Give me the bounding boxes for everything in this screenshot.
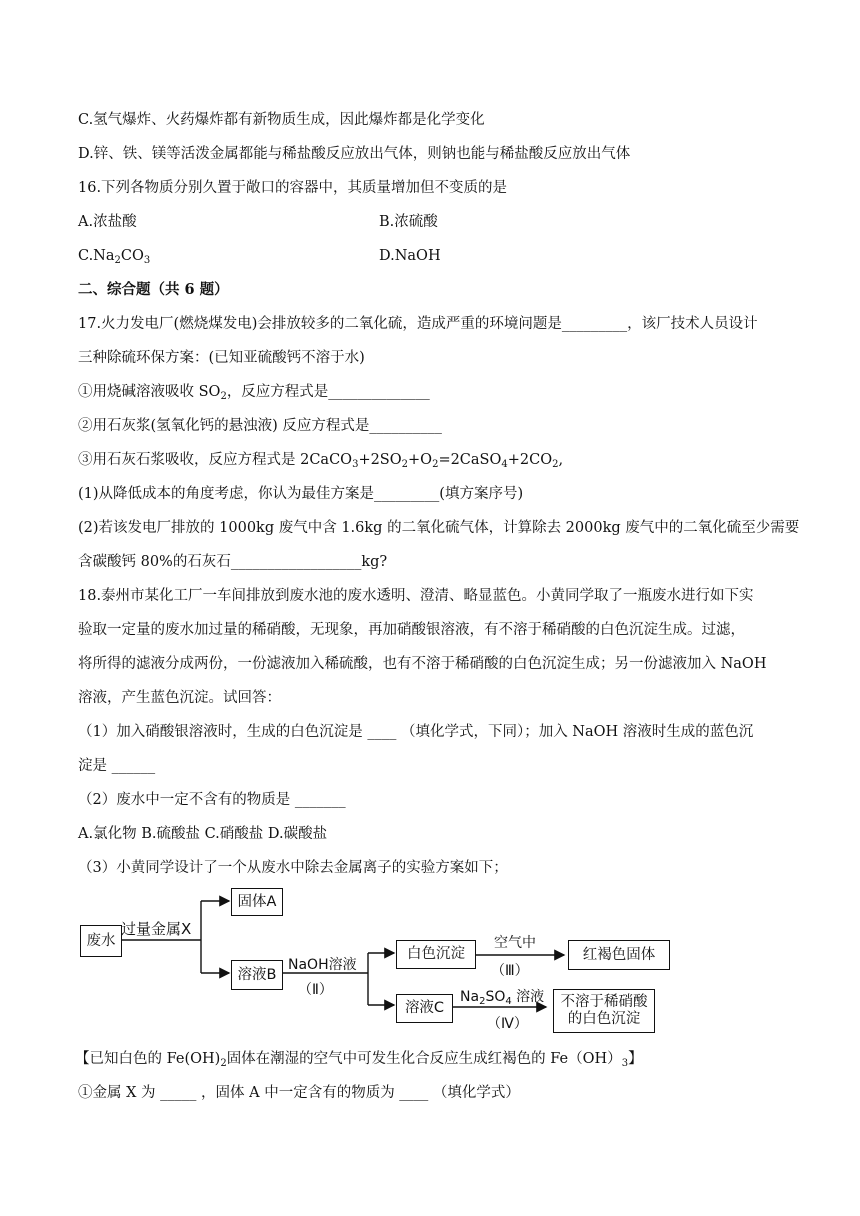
q18-line-9: （3）小黄同学设计了一个从废水中除去金属离子的实验方案如下； [78,860,508,876]
option-d-q15: D.锌、铁、镁等活泼金属都能与稀盐酸反应放出气体，则钠也能与稀盐酸反应放出气体 [78,146,631,162]
waste-water-box: 废水 [80,925,122,957]
q18-line-8: A.氯化物 B.硫酸盐 C.硝酸盐 D.碳酸盐 [78,826,328,842]
step-2-label: （Ⅱ） [298,982,333,998]
solution-b-box: 溶液B [231,960,283,990]
q17-line-4: ②用石灰浆(氢氧化钙的悬浊液) 反应方程式是__________ [78,418,442,434]
q16-option-b: B.浓硫酸 [379,214,438,230]
section-heading: 二、综合题（共 6 题） [78,281,229,298]
q16-option-c: $C.Na_2CO_3$ [78,248,151,266]
step-4-label: （Ⅳ） [487,1016,528,1032]
fe-oh-note: 【已知白色的 $Fe(OH)_2$固体在潮湿的空气中可发生化合反应生成红褐色的 $Fe(OH)_3$】 [75,1051,643,1069]
option-c-q15: C.氢气爆炸、火药爆炸都有新物质生成，因此爆炸都是化学变化 [78,112,485,128]
q18-line-7: （2）废水中一定不含有的物质是 _______ [78,792,346,808]
q17-line-1: 17.火力发电厂(燃烧煤发电)会排放较多的二氧化硫，造成严重的环境问题是_________，该厂技术人员设计 [78,316,758,332]
q17-line-3: ①用烧碱溶液吸收 $SO_2$，反应方程式是______________ [78,384,430,402]
insoluble-white-ppt-box: 不溶于稀硝酸 的白色沉淀 [553,989,655,1033]
naoh-label: NaOH溶液 [288,957,357,973]
question-16: 16.下列各物质分别久置于敞口的容器中，其质量增加但不变质的是 [78,180,508,196]
q17-line-8: 含碳酸钙 80%的石灰石__________________kg? [78,554,388,570]
q18-line-1: 18.泰州市某化工厂一车间排放到废水池的废水透明、澄清、略显蓝色。小黄同学取了一瓶废水进行如下实 [78,588,754,604]
q18-line-6: 淀是 ______ [78,758,156,774]
na2so4-label: $Na_2SO_4$ 溶液 [460,989,545,1007]
q17-line-6: (1)从降低成本的角度考虑，你认为最佳方案是_________(填方案序号) [78,486,524,502]
q16-option-a: A.浓盐酸 [78,214,137,230]
excess-metal-label: 过量金属X [121,920,192,938]
solid-a-box: 固体A [231,888,283,916]
q18-line-2: 验取一定量的废水加过量的稀硝酸，无现象，再加硝酸银溶液，有不溶于稀硝酸的白色沉淀生成。过滤， [78,622,745,638]
q18-line-4: 溶液，产生蓝色沉淀。试回答： [78,690,281,706]
step-3-label: （Ⅲ） [491,963,529,979]
q17-line-5: ③用石灰石浆吸收，反应方程式是 $2CaCO_3+2SO_2+O_2=2CaSO_4+2CO_2$, [78,452,564,470]
q16-option-d: D.NaOH [379,248,441,264]
solution-c-box: 溶液C [396,994,453,1023]
air-label: 空气中 [494,935,536,951]
white-precipitate-box: 白色沉淀 [396,940,476,969]
red-brown-solid-box: 红褐色固体 [568,940,670,970]
q17-line-7: (2)若该发电厂排放的 1000kg 废气中含 1.6kg 的二氧化硫气体，计算除去 2000kg 废气中的二氧化硫至少需要 [78,520,800,536]
q18-line-5: （1）加入硝酸银溶液时，生成的白色沉淀是 ____ （填化学式，下同）；加入 NaOH 溶液时生成的蓝色沉 [78,724,754,740]
q18-line-3: 将所得的滤液分成两份，一份滤液加入稀硫酸，也有不溶于稀硝酸的白色沉淀生成；另一份滤液加入 NaOH [78,656,767,672]
q18-line-10: ①金属 X 为 _____ ，固体 A 中一定含有的物质为 ____ （填化学式） [78,1085,520,1101]
q17-line-2: 三种除硫环保方案：(已知亚硫酸钙不溶于水) [78,350,365,366]
